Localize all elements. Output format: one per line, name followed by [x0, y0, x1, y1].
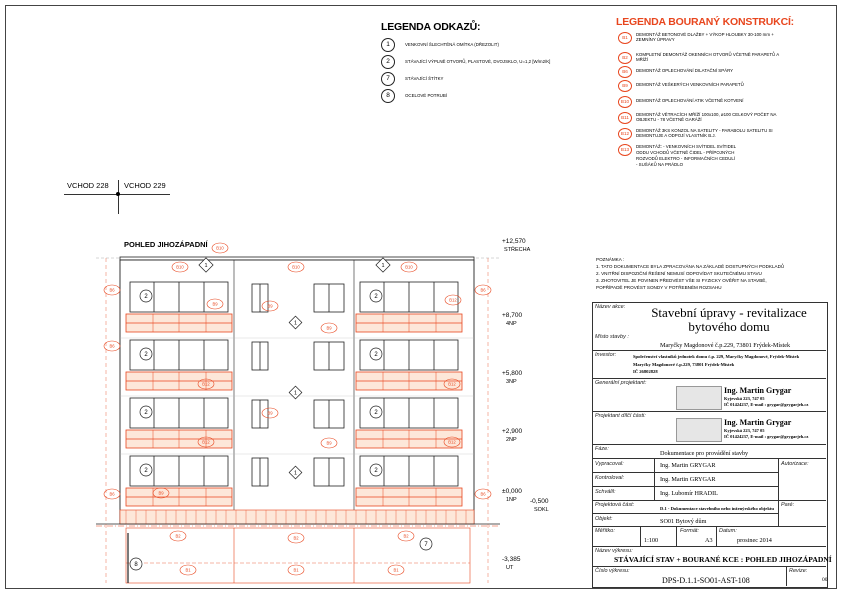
svg-text:B6: B6 — [109, 491, 115, 497]
part-designer-ico: IČ 01424237, E-mail : grygar@grygarjeh.cz — [724, 434, 809, 439]
svg-text:B10: B10 — [216, 245, 224, 251]
demo-marker-b6: B6 — [618, 66, 632, 78]
part-label: Projektová část: — [595, 502, 635, 508]
svg-text:2: 2 — [144, 352, 148, 358]
checked-label: Kontroloval: — [595, 475, 625, 481]
demo-text-b10: DEMONTÁŽ OPLECHOVÁNÍ ATIK VČETNĚ KOTVENÍ — [636, 98, 744, 103]
ref-marker-1: 1 — [381, 38, 395, 52]
auth-label: Autorizace: — [781, 461, 809, 467]
svg-text:1: 1 — [293, 390, 298, 397]
place-value: Maryčky Magdonové č.p.229, 73801 Frýdek-Místek — [660, 342, 791, 349]
demo-text-b1: DEMONTÁŽ BETONOVÉ DLAŽBY + VÝKOP HLOUBKY 30-100 mm + ZEMNÍNY ÚPRAVY — [636, 32, 774, 42]
legend-demolition-list — [618, 32, 818, 192]
svg-text:7: 7 — [424, 542, 428, 548]
svg-text:B10: B10 — [292, 264, 300, 270]
ref-text-2: STÁVAJÍCÍ VÝPLNĚ OTVORŮ, PLASTOVÉ, DVOJSKLO, U=1,2 [W/m2/K] — [405, 59, 551, 64]
number-label: Číslo výkresu: — [595, 568, 630, 574]
scale-label: Měřítko: — [595, 528, 615, 534]
entrance-right-label: VCHOD 229 — [124, 181, 166, 190]
drawn-label: Vypracoval: — [595, 461, 624, 467]
level-3np-value: +5,800 — [502, 370, 523, 377]
ref-marker-8: 8 — [381, 89, 395, 103]
svg-text:B9: B9 — [158, 490, 164, 496]
demo-text-b9: DEMONTÁŽ VEŠKERÝCH VENKOVNÍCH PARAPETŮ — [636, 82, 744, 87]
plinth-band — [120, 510, 474, 524]
svg-text:B1: B1 — [293, 567, 299, 573]
phase-value: Dokumentace pro provádění stavby — [660, 450, 749, 457]
format-label: Formát: — [680, 528, 699, 534]
svg-text:B9: B9 — [326, 440, 332, 446]
demo-marker-b10: B10 — [618, 96, 632, 108]
svg-text:B9: B9 — [212, 301, 218, 307]
level-1np-sub: 1NP — [506, 497, 517, 503]
notes-line-1: 1. TATO DOKUMENTACE BYLA ZPRACOVÁNA NA ZÁKLADĚ DOSTUPNÝCH PODKLADŮ — [596, 264, 785, 270]
svg-text:2: 2 — [374, 410, 378, 416]
checked-value: Ing. Martin GRYGAR — [660, 476, 716, 483]
designer-logo — [676, 386, 722, 410]
scale-value: 1:100 — [644, 537, 659, 544]
svg-text:B12: B12 — [202, 439, 210, 445]
notes-line-4: POPŘÍPADĚ PROVÉST SONDY V POTŘEBNÉM ROZSAHU — [596, 285, 722, 291]
entrance-left-label: VCHOD 228 — [67, 181, 109, 190]
svg-text:B2: B2 — [403, 533, 409, 539]
notes-line-3: 3. ZHOTOVITEL JE POVINEN PŘEDVÉST VŠE SI FYZICKY OVĚŘIT NA STAVBĚ, — [596, 278, 767, 284]
level-ut-value: -3,385 — [502, 556, 521, 563]
demo-marker-b2: B2 — [618, 52, 632, 64]
demo-text-b13: DEMONTÁŽ: - VENKOVNÍCH SVÍTIDEL SVÍTIDEL ODDU VCHODŮ VČETNĚ ČIDEL - PŘÍPOJNÝCH ROZVODŮ ELEKTRO - INFORMAČNÍCH CEDULÍ - SUŠÁKŮ NA PRÁDLO — [636, 144, 736, 167]
notes-line-2: 2. VNITŘNÍ DISPOZIČNÍ ŘEŠENÍ NEMUSÍ ODPOVÍDAT SKUTEČNÉMU STAVU — [596, 271, 762, 277]
elevation-marks — [500, 236, 560, 576]
demo-marker-b12: B12 — [618, 128, 632, 140]
svg-text:1: 1 — [381, 263, 385, 269]
ref-text-1: VENKOVNÍ ŠLECHTĚNÁ OMÍTKA (DŘEZOLIT) — [405, 42, 499, 47]
facade-drawing — [96, 238, 500, 588]
drawn-value: Ing. Martin GRYGAR — [660, 462, 716, 469]
demo-marker-b13: B13 — [618, 144, 632, 156]
name-value: Stavební úpravy - revitalizace bytového domu — [651, 305, 807, 335]
svg-text:B2: B2 — [293, 535, 299, 541]
part-designer-label: Projektant dílčí části: — [595, 413, 646, 419]
level-sokl-sub: SOKL — [534, 507, 549, 513]
svg-text:2: 2 — [144, 410, 148, 416]
svg-text:B9: B9 — [267, 410, 273, 416]
notes-block — [596, 256, 826, 302]
svg-text:B10: B10 — [176, 264, 184, 270]
designer-ico: IČ 01424237, E-mail : grygar@grygarjeh.cz — [724, 402, 809, 407]
svg-text:B10: B10 — [405, 264, 413, 270]
demo-marker-b9: B9 — [618, 80, 632, 92]
approved-label: Schválil: — [595, 489, 616, 495]
object-label: Objekt: — [595, 516, 613, 522]
svg-text:B6: B6 — [109, 287, 115, 293]
designer-addr: Kyjevská 223, 747 05 — [724, 396, 765, 401]
designer-name: Ing. Martin Grygar — [724, 386, 792, 395]
investor-value-2: Maryčky Magdonové č.p.229, 73801 Frýdek-Místek — [633, 362, 735, 367]
svg-text:2: 2 — [374, 294, 378, 300]
svg-text:B6: B6 — [480, 491, 486, 497]
svg-text:B12: B12 — [448, 439, 456, 445]
svg-text:2: 2 — [374, 352, 378, 358]
svg-text:B1: B1 — [185, 567, 191, 573]
part-value: D.1 - Dokumentace stavebního nebo inženýrského objektu — [660, 506, 774, 511]
svg-text:B9: B9 — [267, 303, 273, 309]
stamp-label: Paré: — [781, 502, 795, 508]
format-value: A3 — [705, 537, 713, 544]
part-designer-logo — [676, 418, 722, 442]
demo-marker-b11: B11 — [618, 112, 632, 124]
date-value: prosinec 2014 — [737, 537, 772, 544]
part-designer-addr: Kyjevská 223, 747 05 — [724, 428, 765, 433]
level-sokl-value: -0,500 — [530, 498, 549, 505]
level-2np-sub: 2NP — [506, 437, 517, 443]
phase-label: Fáze: — [595, 446, 609, 452]
name-label: Název akce: — [595, 304, 626, 310]
legend-refs-title: LEGENDA ODKAZŮ: — [381, 21, 481, 33]
object-value: SO01 Bytový dům — [660, 518, 707, 525]
ref-marker-7: 7 — [381, 72, 395, 86]
svg-text:B9: B9 — [326, 325, 332, 331]
level-3np-sub: 3NP — [506, 379, 517, 385]
drawing-label: Název výkresu: — [595, 548, 633, 554]
demo-text-b6: DEMONTÁŽ OPLECHOVÁNÍ DILATAČNÍ SPÁRY — [636, 68, 734, 73]
entrance-v-line — [118, 180, 119, 214]
roof-slab — [120, 257, 474, 260]
svg-text:1: 1 — [293, 470, 298, 477]
investor-value-3: IČ 26802828 — [633, 369, 658, 374]
approved-value: Ing. Lubomír HRADIL — [660, 490, 718, 497]
svg-text:8: 8 — [134, 562, 138, 568]
svg-text:B6: B6 — [480, 287, 486, 293]
level-2np-value: +2,900 — [502, 428, 523, 435]
rev-label: Revize: — [789, 568, 808, 574]
demo-text-b11: DEMONTÁŽ VĚTRACÍCH MŘÍŽÍ 100x100, ø100 CELKOVÝ POČET NA OBJEKTU - 78 VČETNĚ GARÁŽÍ — [636, 112, 777, 122]
svg-text:1: 1 — [293, 320, 298, 327]
level-4np-value: +8,700 — [502, 312, 523, 319]
svg-text:B6: B6 — [109, 343, 115, 349]
investor-label: Investor: — [595, 352, 617, 358]
demo-text-b12: DEMONTÁŽ 3KS KONZOL NA SATELITY - PARABOLU SATELITU SI DEMONTUJE A ODPOJÍ VLASTNÍK B.J. — [636, 128, 773, 138]
part-designer-name: Ing. Martin Grygar — [724, 418, 792, 427]
designer-label: Generální projektant: — [595, 380, 647, 386]
svg-text:2: 2 — [144, 294, 148, 300]
ref-text-8: OCELOVÉ POTRUBÍ — [405, 93, 447, 98]
demo-text-b2: KOMPLETNÍ DEMONTÁŽ OKENNÍCH OTVORŮ VČETNĚ PARAPETŮ A MŘÍŽÍ — [636, 52, 779, 62]
place-label: Místo stavby : — [595, 334, 629, 340]
level-1np-value: ±0,000 — [502, 488, 522, 495]
rev-value: 00 — [822, 577, 828, 583]
date-label: Datum: — [719, 528, 737, 534]
svg-text:B2: B2 — [175, 533, 181, 539]
level-roof-sub: STŘECHA — [504, 247, 531, 253]
investor-value: Společenství vlastníků jednotek domu č.p. 229, Maryčky Magdonové, Frýdek-Místek — [633, 354, 800, 359]
number-value: DPS-D.1.1-SO01-AST-108 — [662, 576, 750, 585]
ref-marker-2: 2 — [381, 55, 395, 69]
notes-title: POZNÁMKA : — [596, 257, 625, 262]
drawing-value: STÁVAJÍCÍ STAV + BOURANÉ KCE : POHLED JIHOZÁPADNÍ — [614, 555, 832, 564]
level-roof-value: +12,570 — [502, 238, 526, 245]
legend-refs-list — [381, 38, 591, 108]
svg-text:2: 2 — [144, 468, 148, 474]
legend-demolition-title: LEGENDA BOURANÝ KONSTRUKCÍ: — [616, 16, 794, 28]
svg-text:2: 2 — [374, 468, 378, 474]
svg-text:B12: B12 — [448, 381, 456, 387]
view-title: POHLED JIHOZÁPADNÍ — [124, 240, 208, 249]
ref-text-7: STÁVAJÍCÍ ŠTÍTKY — [405, 76, 444, 81]
entrance-dot — [116, 192, 120, 196]
svg-text:B12: B12 — [202, 381, 210, 387]
svg-text:B12: B12 — [449, 297, 457, 303]
demo-marker-b1: B1 — [618, 32, 632, 44]
svg-text:1: 1 — [204, 263, 208, 269]
level-4np-sub: 4NP — [506, 321, 517, 327]
level-ut-sub: UT — [506, 565, 514, 571]
svg-text:B1: B1 — [393, 567, 399, 573]
